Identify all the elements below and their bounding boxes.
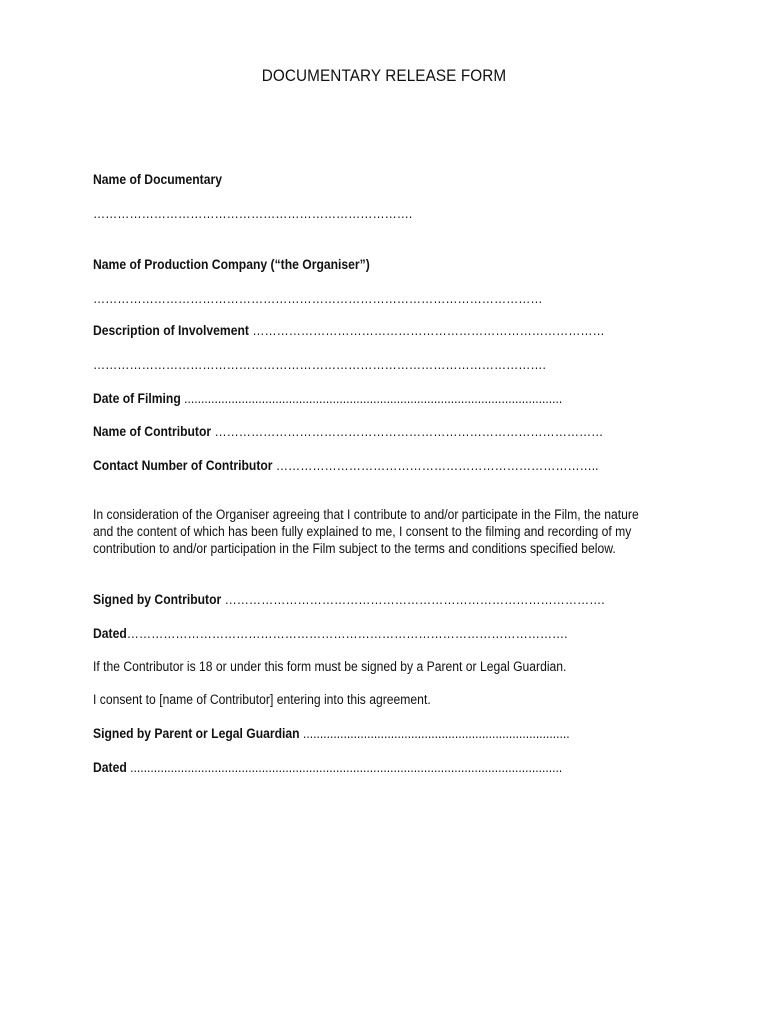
- consent-paragraph-line: and the content of which has been fully explained to me, I consent to the filming and recording of my: [93, 524, 632, 539]
- form-title: DOCUMENTARY RELEASE FORM: [261, 66, 507, 85]
- guardian-label: Signed by Parent or Legal Guardian: [93, 726, 300, 741]
- documentary-label: Name of Documentary: [93, 172, 222, 187]
- contributor-field: ……………………………………………………………………………………: [211, 424, 604, 439]
- dated-guardian-label: Dated: [93, 760, 127, 775]
- signed-contributor-line: [93, 591, 605, 608]
- contributor-line: [93, 423, 603, 440]
- guardian-line: [93, 725, 570, 742]
- consent-note: I consent to [name of Contributor] entering into this agreement.: [93, 692, 431, 707]
- signed-contributor-label: Signed by Contributor: [93, 592, 222, 607]
- company-label-line: [93, 256, 370, 273]
- dated-guardian-field: ................................................................................................................................: [126, 760, 563, 775]
- company-field: …………………………………………………………………………………………………: [93, 291, 543, 306]
- filming-line: [93, 390, 562, 407]
- filming-label: Date of Filming: [93, 391, 181, 406]
- consent-paragraph: [93, 506, 696, 557]
- dated-field: ……………………………………………………………………………………………….: [126, 626, 568, 641]
- documentary-label-line: [93, 171, 222, 188]
- filming-field: ................................................................................................................: [180, 391, 563, 406]
- consent-paragraph-line: contribution to and/or participation in the Film subject to the terms and conditions specified below.: [93, 541, 616, 556]
- contact-label: Contact Number of Contributor: [93, 458, 273, 473]
- dated-line: [93, 625, 568, 642]
- company-label: Name of Production Company (“the Organiser”): [93, 257, 370, 272]
- dated-guardian-line: [93, 759, 562, 776]
- involvement-field: ……………………………………………………………………………: [248, 323, 605, 338]
- involvement-line: [93, 322, 605, 339]
- involvement-label: Description of Involvement: [93, 323, 249, 338]
- contact-line: [93, 457, 599, 474]
- consent-paragraph-line: In consideration of the Organiser agreeing that I contribute to and/or participate in the Film, the nature: [93, 507, 639, 522]
- dated-label: Dated: [93, 626, 127, 641]
- documentary-field: …………………………………………………………………….: [93, 206, 413, 221]
- parent-note: If the Contributor is 18 or under this form must be signed by a Parent or Legal Guardian.: [93, 659, 567, 674]
- contact-field: ……………………………………………………………………..: [272, 458, 599, 473]
- contributor-label: Name of Contributor: [93, 424, 212, 439]
- guardian-field: ...............................................................................: [299, 726, 570, 741]
- signed-contributor-field: ………………………………………………………………………………….: [221, 592, 605, 607]
- involvement-field-2: ………………………………………………………………………………………………….: [93, 357, 546, 372]
